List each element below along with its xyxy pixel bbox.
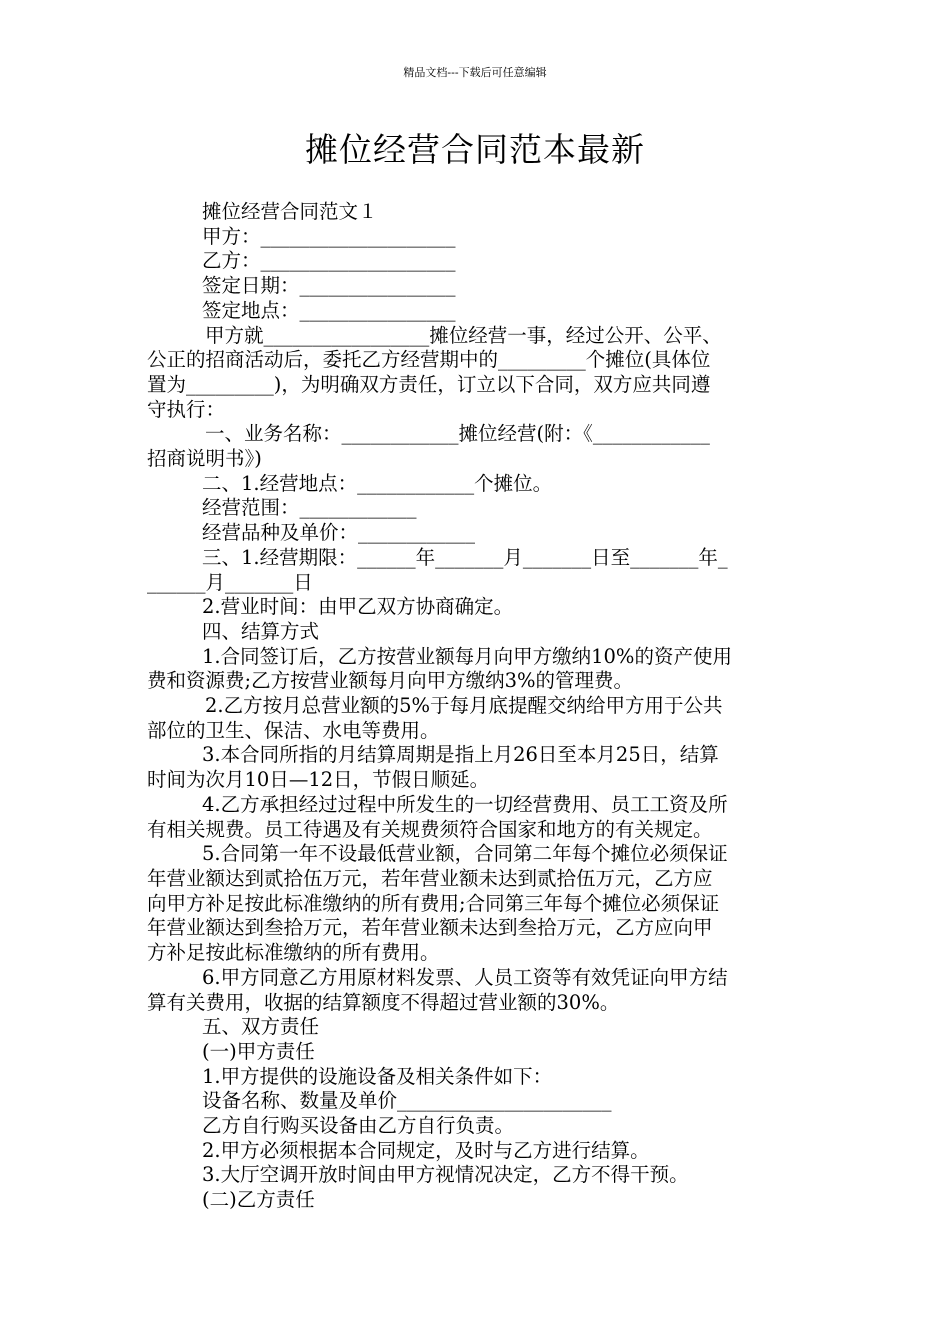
text-line: 乙方：____________________ xyxy=(202,249,456,273)
text-line: 年营业额达到贰拾伍万元，若年营业额未达到贰拾伍万元，乙方应 xyxy=(147,866,713,890)
text-line: 五、双方责任 xyxy=(202,1015,320,1039)
text-line: 三、1.经营期限：______年_______月_______日至_______年_ xyxy=(202,545,728,569)
text-line: 守执行： xyxy=(147,397,226,421)
text-line: 3.大厅空调开放时间由甲方视情况决定，乙方不得干预。 xyxy=(202,1163,689,1187)
text-line: 乙方自行购买设备由乙方自行负责。 xyxy=(202,1114,515,1138)
text-line: 5.合同第一年不设最低营业额，合同第二年每个摊位必须保证 xyxy=(202,842,728,866)
text-line: 3.本合同所指的月结算周期是指上月26日至本月25日，结算 xyxy=(202,743,719,767)
text-line: 2.甲方必须根据本合同规定，及时与乙方进行结算。 xyxy=(202,1138,650,1162)
text-line: 年营业额达到叁拾万元，若年营业额未达到叁拾万元，乙方应向甲 xyxy=(147,916,713,940)
text-line: 甲方：____________________ xyxy=(202,224,456,248)
text-line: 向甲方补足按此标准缴纳的所有费用;合同第三年每个摊位必须保证 xyxy=(147,891,720,915)
text-line: 一、业务名称：____________摊位经营(附：《____________ xyxy=(205,422,710,446)
page-header: 精品文档---下载后可任意编辑 xyxy=(403,66,547,79)
text-line: 算有关费用，收据的结算额度不得超过营业额的30%。 xyxy=(147,990,620,1014)
text-line: 二、1.经营地点：____________个摊位。 xyxy=(202,471,553,495)
text-line: 甲方就_________________摊位经营一事，经过公开、公平、 xyxy=(205,323,722,347)
document-title: 摊位经营合同范本最新 xyxy=(305,130,645,169)
text-line: 签定日期：________________ xyxy=(202,274,456,298)
text-line: 4.乙方承担经过过程中所发生的一切经营费用、员工工资及所 xyxy=(202,792,728,816)
text-line: 6.甲方同意乙方用原材料发票、人员工资等有效凭证向甲方结 xyxy=(202,965,728,989)
document-body xyxy=(147,200,807,1213)
text-line: 招商说明书》) xyxy=(147,447,262,471)
text-line: 经营范围：____________ xyxy=(202,496,417,520)
text-line: 时间为次月10日—12日，节假日顺延。 xyxy=(147,768,490,792)
text-line: (一)甲方责任 xyxy=(202,1039,315,1063)
text-line: 2.营业时间：由甲乙双方协商确定。 xyxy=(202,595,514,619)
text-line: 1.甲方提供的设施设备及相关条件如下： xyxy=(202,1064,553,1088)
text-line: 部位的卫生、保洁、水电等费用。 xyxy=(147,718,440,742)
text-line: 摊位经营合同范文１ xyxy=(202,200,378,223)
text-line: 2.乙方按月总营业额的5%于每月底提醒交纳给甲方用于公共 xyxy=(205,694,723,718)
text-line: 经营品种及单价：____________ xyxy=(202,521,476,545)
text-line: (二)乙方责任 xyxy=(202,1188,315,1212)
text-line: 公正的招商活动后，委托乙方经营期中的_________个摊位(具体位 xyxy=(147,348,711,372)
text-line: 设备名称、数量及单价______________________ xyxy=(202,1089,612,1113)
text-line: 1.合同签订后，乙方按营业额每月向甲方缴纳10%的资产使用 xyxy=(202,644,732,668)
text-line: 置为_________)，为明确双方责任，订立以下合同，双方应共同遵 xyxy=(147,372,711,396)
text-line: 方补足按此标准缴纳的所有费用。 xyxy=(147,941,440,965)
text-line: 有相关规费。员工待遇及有关规费须符合国家和地方的有关规定。 xyxy=(147,817,713,841)
text-line: 签定地点：________________ xyxy=(202,298,456,322)
text-line: ______月_______日 xyxy=(147,570,313,594)
text-line: 四、结算方式 xyxy=(202,619,320,643)
text-line: 费和资源费;乙方按营业额每月向甲方缴纳3%的管理费。 xyxy=(147,669,634,693)
